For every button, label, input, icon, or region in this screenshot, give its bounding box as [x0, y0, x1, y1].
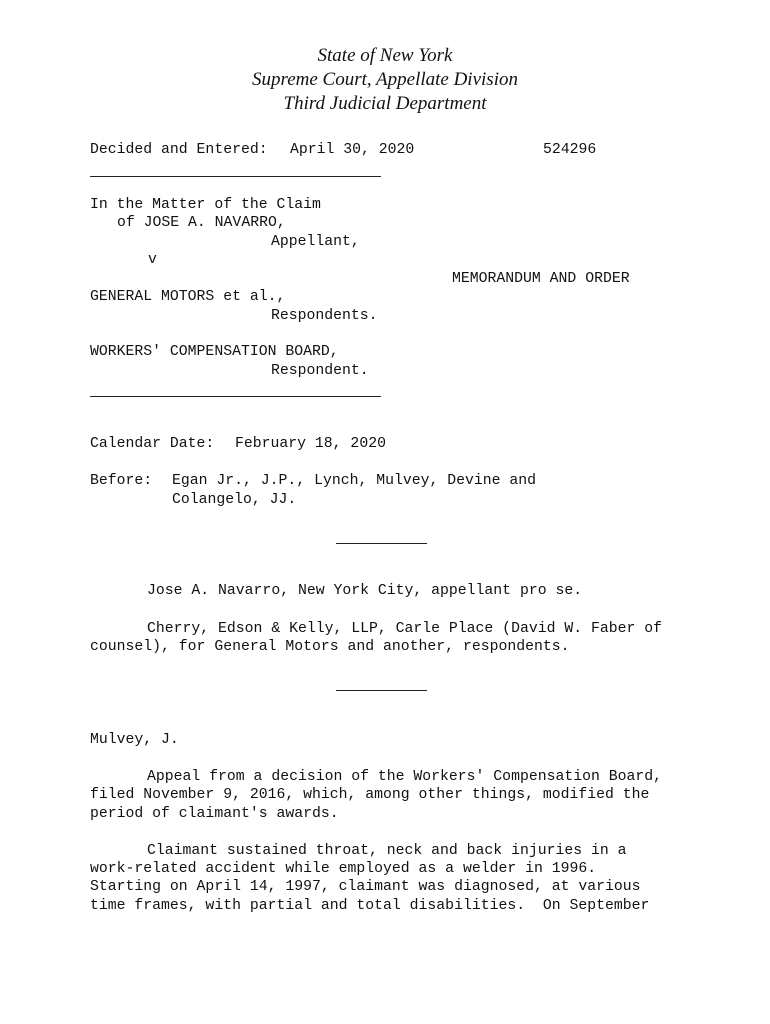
- opinion-para1-line3: period of claimant's awards.: [90, 806, 339, 822]
- caption-line-board-role: Respondent.: [271, 363, 369, 379]
- decided-date: April 30, 2020: [290, 142, 415, 158]
- order-type: MEMORANDUM AND ORDER: [452, 271, 630, 287]
- caption-line-respondent: GENERAL MOTORS et al.,: [90, 289, 286, 305]
- before-label: Before:: [90, 473, 153, 489]
- caption-line-matter: In the Matter of the Claim: [90, 197, 321, 213]
- before-justices-line1: Egan Jr., J.P., Lynch, Mulvey, Devine and: [172, 473, 537, 489]
- opinion-para1-line2: filed November 9, 2016, which, among other things, modified the: [90, 787, 650, 803]
- opinion-para1-line1: Appeal from a decision of the Workers' Compensation Board,: [147, 769, 663, 785]
- caption-line-claimant: of JOSE A. NAVARRO,: [117, 215, 286, 231]
- section-divider: [336, 690, 427, 691]
- court-name: Supreme Court, Appellate Division: [252, 69, 518, 90]
- calendar-date: February 18, 2020: [235, 436, 386, 452]
- caption-line-respondents: Respondents.: [271, 308, 378, 324]
- section-divider: [336, 543, 427, 544]
- opinion-para2-line2: work-related accident while employed as a welder in 1996.: [90, 861, 597, 877]
- opinion-author: Mulvey, J.: [90, 732, 179, 748]
- court-state: State of New York: [317, 45, 453, 66]
- caption-bottom-rule: [90, 396, 381, 397]
- opinion-para2-line3: Starting on April 14, 1997, claimant was diagnosed, at various: [90, 879, 641, 895]
- decided-label: Decided and Entered:: [90, 142, 268, 158]
- docket-number: 524296: [543, 142, 597, 158]
- counsel-respondents-line2: counsel), for General Motors and another, respondents.: [90, 639, 570, 655]
- counsel-appellant: Jose A. Navarro, New York City, appellant pro se.: [147, 583, 583, 599]
- court-department: Third Judicial Department: [283, 93, 487, 114]
- caption-line-appellant: Appellant,: [271, 234, 360, 250]
- caption-line-versus: v: [148, 252, 157, 268]
- before-justices-line2: Colangelo, JJ.: [172, 492, 297, 508]
- caption-line-board: WORKERS' COMPENSATION BOARD,: [90, 344, 339, 360]
- counsel-respondents-line1: Cherry, Edson & Kelly, LLP, Carle Place (David W. Faber of: [147, 621, 663, 637]
- caption-top-rule: [90, 176, 381, 177]
- opinion-para2-line4: time frames, with partial and total disabilities. On September: [90, 898, 650, 914]
- calendar-label: Calendar Date:: [90, 436, 215, 452]
- opinion-para2-line1: Claimant sustained throat, neck and back injuries in a: [147, 843, 627, 859]
